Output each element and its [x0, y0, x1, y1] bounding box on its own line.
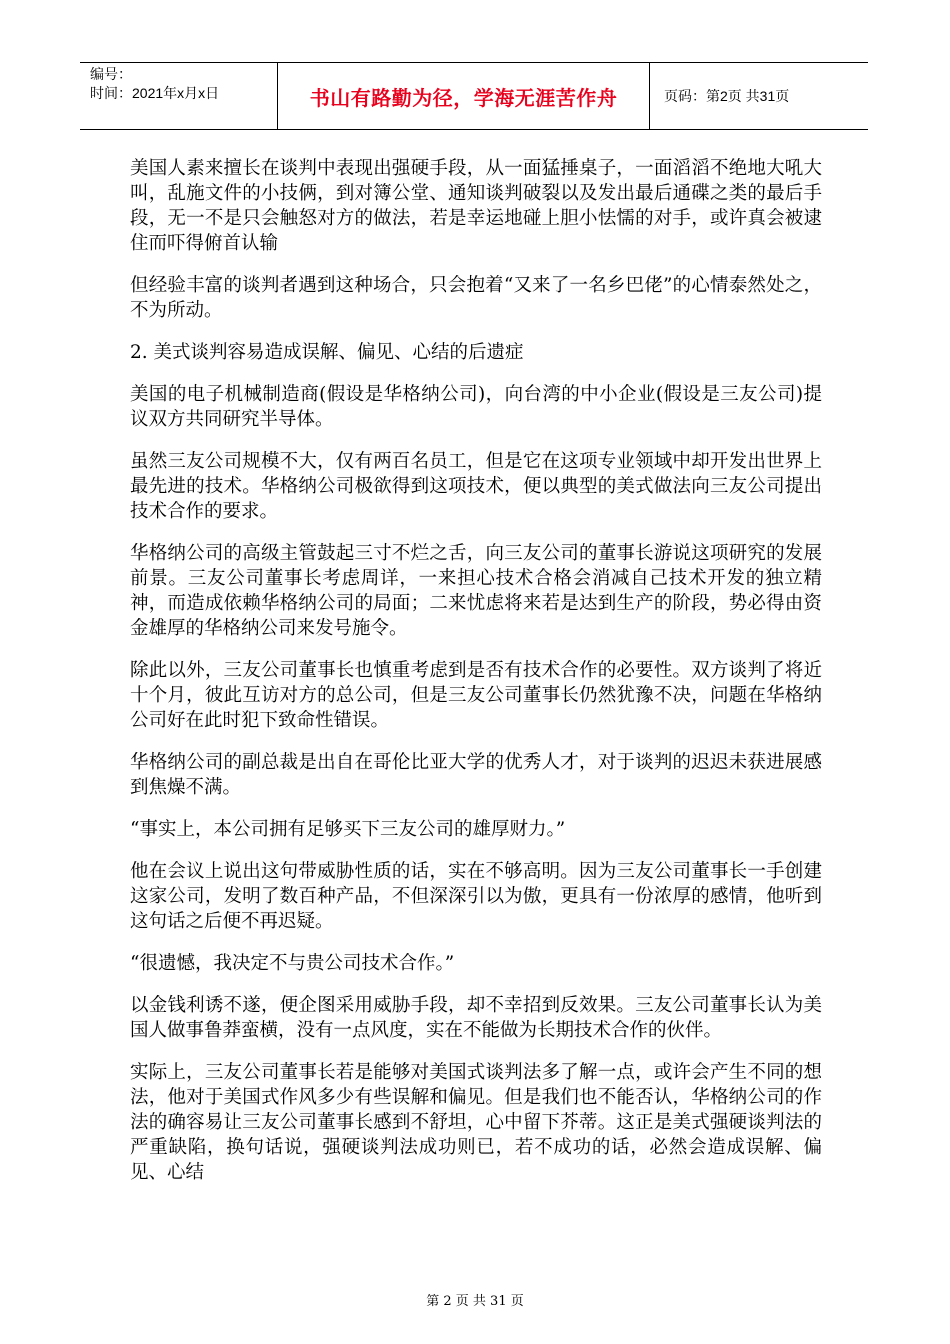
- paragraph: 虽然三友公司规模不大，仅有两百名员工，但是它在这项专业领域中却开发出世界上最先进的技术。华格纳公司极欲得到这项技术，便以典型的美式做法向三友公司提出技术合作的要求。: [130, 451, 822, 522]
- paragraph: 他在会议上说出这句带威胁性质的话，实在不够高明。因为三友公司董事长一手创建这家公司，发明了数百种产品，不但深深引以为傲，更具有一份浓厚的感情，他听到这句话之后便不再迟疑。: [130, 861, 822, 932]
- section-heading: 2. 美式谈判容易造成误解、偏见、心结的后遗症: [130, 342, 524, 363]
- paragraph: 美国的电子机械制造商(假设是华格纳公司)，向台湾的中小企业(假设是三友公司)提议双方共同研究半导体。: [130, 384, 822, 430]
- document-body: [130, 156, 822, 1202]
- paragraph: 美国人素来擅长在谈判中表现出强硬手段，从一面猛捶桌子，一面滔滔不绝地大吼大叫，乱施文件的小技俩，到对簿公堂、通知谈判破裂以及发出最后通碟之类的最后手段，无一不是只会触怒对方的做法，若是幸运地碰上胆小怯懦的对手，或许真会被逮住而吓得俯首认输: [130, 158, 822, 254]
- header-motto-cell: [278, 63, 650, 129]
- page-header: [80, 62, 868, 130]
- paragraph: 但经验丰富的谈判者遇到这种场合，只会抱着“又来了一名乡巴佬”的心情泰然处之，不为所动。: [130, 275, 822, 321]
- paragraph: 实际上，三友公司董事长若是能够对美国式谈判法多了解一点，或许会产生不同的想法，他对于美国式作风多少有些误解和偏见。但是我们也不能否认，华格纳公司的作法的确容易让三友公司董事长感到不舒坦，心中留下芥蒂。这正是美式强硬谈判法的严重缺陷，换句话说，强硬谈判法成功则已，若不成功的话，必然会造成误解、偏见、心结: [130, 1062, 822, 1183]
- paragraph: 除此以外，三友公司董事长也慎重考虑到是否有技术合作的必要性。双方谈判了将近十个月，彼此互访对方的总公司，但是三友公司董事长仍然犹豫不决，问题在华格纳公司好在此时犯下致命性错误。: [130, 660, 822, 731]
- paragraph: 以金钱利诱不遂，便企图采用威胁手段，却不幸招到反效果。三友公司董事长认为美国人做事鲁莽蛮横，没有一点风度，实在不能做为长期技术合作的伙伴。: [130, 995, 822, 1041]
- number-label: 编号：: [90, 66, 132, 82]
- header-meta: [80, 63, 278, 129]
- page-footer: 第 2 页 共 31 页: [426, 1294, 524, 1309]
- header-motto: 书山有路勤为径，学海无涯苦作舟: [309, 85, 618, 110]
- header-page-info: 页码：第2页 共31页: [664, 88, 790, 104]
- paragraph: 华格纳公司的高级主管鼓起三寸不烂之舌，向三友公司的董事长游说这项研究的发展前景。三友公司董事长考虑周详，一来担心技术合格会消减自己技术开发的独立精神，而造成依赖华格纳公司的局面；二来忧虑将来若是达到生产的阶段，势必得由资金雄厚的华格纳公司来发号施令。: [130, 543, 822, 639]
- quote: “很遗憾，我决定不与贵公司技术合作。”: [130, 953, 455, 974]
- date-label: 时间：2021年x月x日: [90, 85, 220, 101]
- quote: “事实上，本公司拥有足够买下三友公司的雄厚财力。”: [130, 819, 566, 840]
- paragraph: 华格纳公司的副总裁是出自在哥伦比亚大学的优秀人才，对于谈判的迟迟未获进展感到焦燥不满。: [130, 752, 822, 798]
